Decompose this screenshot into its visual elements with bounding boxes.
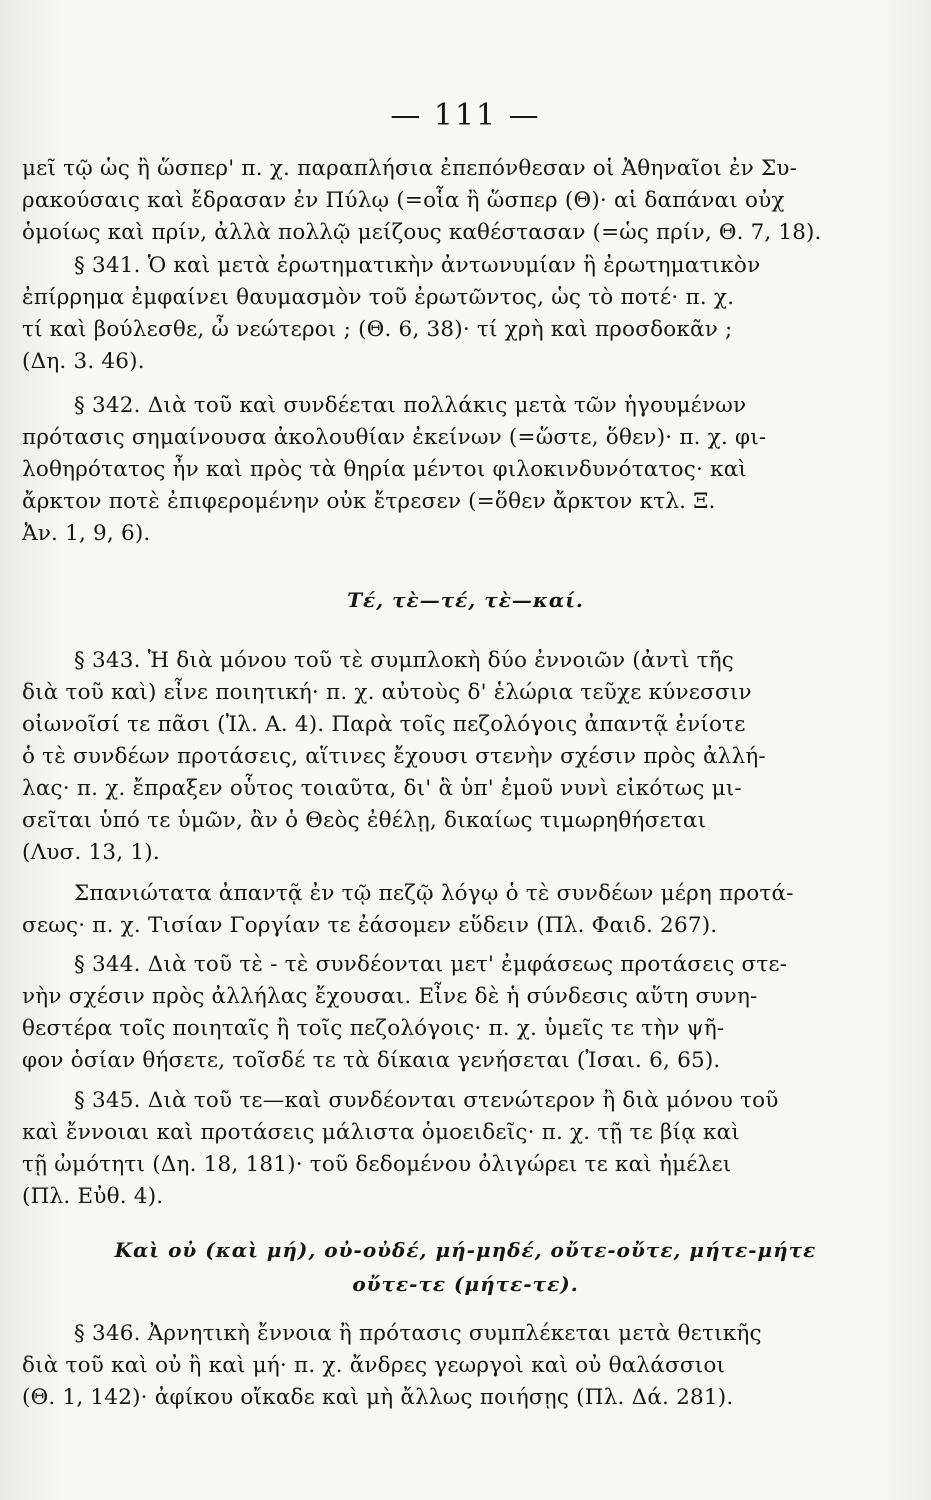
text-line: διὰ τοῦ καὶ) εἶνε ποιητική· π. χ. αὐτοὺς δ' ἑλώρια τεῦχε κύνεσσιν [22,680,752,705]
text-line: τῇ ὠμότητι (Δη. 18, 181)· τοῦ δεδομένου ὀλιγώρει τε καὶ ἠμέλει [22,1152,732,1177]
text-line: ρακούσαις καὶ ἔδρασαν ἐν Πύλῳ (=οἷα ἢ ὥσπερ (Θ)· αἱ δαπάναι οὐχ [22,188,785,213]
text-line: ἐπίρρημα ἐμφαίνει θαυμασμὸν τοῦ ἐρωτῶντος, ὡς τὸ ποτέ· π. χ. [22,285,735,310]
text-line: διὰ τοῦ καὶ οὐ ἢ καὶ μή· π. χ. ἄνδρες γεωργοὶ καὶ οὐ θαλάσσιοι [22,1353,726,1378]
page-number: — 111 — [390,98,541,133]
text-line: λας· π. χ. ἔπραξεν οὗτος τοιαῦτα, δι' ἃ ὑπ' ἐμοῦ νυνὶ εἰκότως μι- [22,776,742,801]
paragraph-344: § 344. Διὰ τοῦ τὲ - τὲ συνδέονται μετ' ἐμφάσεως προτάσεις στε- [74,952,788,977]
text-line: σεως· π. χ. Τισίαν Γοργίαν τε ἐάσομεν εὕδειν (Πλ. Φαιδ. 267). [22,913,718,938]
text-line: (Λυσ. 13, 1). [22,840,160,865]
text-line: σεῖται ὑπό τε ὑμῶν, ἂν ὁ Θεὸς ἐθέλῃ, δικαίως τιμωρηθήσεται [22,808,707,833]
text-line: πρότασις σημαίνουσα ἀκολουθίαν ἐκείνων (=ὥστε, ὅθεν)· π. χ. φι- [22,425,767,450]
paragraph-341: § 341. Ὁ καὶ μετὰ ἐρωτηματικὴν ἀντωνυμίαν ἢ ἐρωτηματικὸν [74,253,761,278]
text-line: Ἀν. 1, 9, 6). [22,521,151,546]
text-line: (Δη. 3. 46). [22,349,145,374]
text-line: (Θ. 1, 142)· ἀφίκου οἴκαδε καὶ μὴ ἄλλως ποιήσῃς (Πλ. Δά. 281). [22,1385,734,1410]
text-line: ὁ τὲ συνδέων προτάσεις, αἵτινες ἔχουσι στενὴν σχέσιν πρὸς ἀλλή- [22,744,766,769]
text-line: μεῖ τῷ ὡς ἢ ὥσπερ' π. χ. παραπλήσια ἐπεπόνθεσαν οἱ Ἀθηναῖοι ἐν Συ- [22,156,798,181]
text-line: λοθηρότατος ἦν καὶ πρὸς τὰ θηρία μέντοι φιλοκινδυνότατος· καὶ [22,457,748,482]
text-line: τί καὶ βούλεσθε, ὦ νεώτεροι ; (Θ. 6, 38)· τί χρὴ καὶ προσδοκᾶν ; [22,317,733,342]
section-heading-kai-ou-cont: οὔτε-τε (μήτε-τε). [352,1272,579,1296]
text-line: (Πλ. Εὐθ. 4). [22,1184,164,1209]
text-line: ἄρκτον ποτὲ ἐπιφερομένην οὐκ ἔτρεσεν (=ὅθεν ἄρκτον κτλ. Ξ. [22,489,716,514]
text-line: φον ὁσίαν θήσετε, τοῖσδέ τε τὰ δίκαια γενήσεται (Ἰσαι. 6, 65). [22,1048,721,1073]
section-heading-te-kai: Τέ, τὲ—τέ, τὲ—καί. [347,588,584,612]
text-line: καὶ ἔννοιαι καὶ προτάσεις μάλιστα ὁμοειδεῖς· π. χ. τῇ τε βίᾳ καὶ [22,1120,741,1145]
text-line: ὁμοίως καὶ πρίν, ἀλλὰ πολλῷ μείζους καθέστασαν (=ὡς πρίν, Θ. 7, 18). [22,220,822,245]
paragraph-342: § 342. Διὰ τοῦ καὶ συνδέεται πολλάκις μετὰ τῶν ἡγουμένων [74,393,747,418]
section-heading-kai-ou: Καὶ οὐ (καὶ μή), οὐ-οὐδέ, μή-μηδέ, οὔτε-οὔτε, μήτε-μήτε [114,1238,817,1262]
paragraph-346: § 346. Ἀρνητικὴ ἔννοια ἢ πρότασις συμπλέκεται μετὰ θετικῆς [74,1321,762,1346]
text-line: Σπανιώτατα ἀπαντᾷ ἐν τῷ πεζῷ λόγῳ ὁ τὲ συνδέων μέρη προτά- [74,881,794,906]
paragraph-345: § 345. Διὰ τοῦ τε—καὶ συνδέονται στενώτερον ἢ διὰ μόνου τοῦ [74,1088,779,1113]
paragraph-343: § 343. Ἡ διὰ μόνου τοῦ τὲ συμπλοκὴ δύο ἐννοιῶν (ἀντὶ τῆς [74,648,735,673]
text-line: νὴν σχέσιν πρὸς ἀλλήλας ἔχουσαι. Εἶνε δὲ ἡ σύνδεσις αὕτη συνη- [22,984,758,1009]
text-line: θεστέρα τοῖς ποιηταῖς ἢ τοῖς πεζολόγοις· π. χ. ὑμεῖς τε τὴν ψῆ- [22,1016,725,1041]
text-line: οἰωνοῖσί τε πᾶσι (Ἰλ. Α. 4). Παρὰ τοῖς πεζολόγοις ἀπαντᾷ ἐνίοτε [22,712,746,737]
